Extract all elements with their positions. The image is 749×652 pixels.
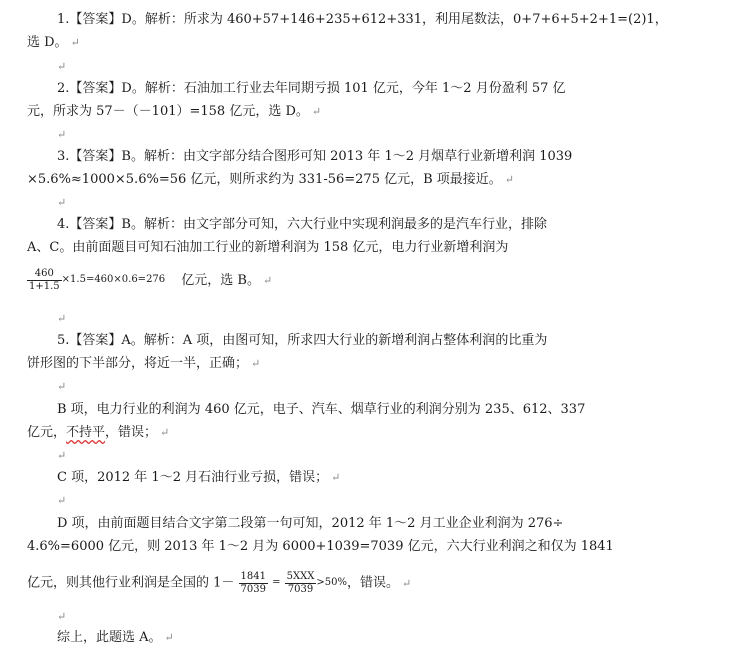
paragraph-mark-icon: ↵ [57,312,67,325]
fraction-denominator: 7039 [287,583,314,595]
answer-5-item-c [57,468,340,488]
text: D 项，由前面题目结合文字第二段第一句可知，2012 年 1～2 月工业企业利润为 276÷ [57,516,564,531]
paragraph-mark-icon: ↵ [57,494,67,507]
text: 选 D。 [27,35,68,50]
formula-fraction [27,268,62,293]
fraction-numerator: 5XXX [286,570,315,582]
text: ×5.6%≈1000×5.6%=56 亿元，则所求约为 331-56=275 亿元，B 项最接近。 [27,172,502,187]
formula-equals: = [272,577,281,588]
text: 亿元，则其他行业利润是全国的 1－ [27,575,235,591]
answer-3-line-2 [27,170,514,190]
text: 元，所求为 57－（－101）=158 亿元，选 D。 [27,104,309,119]
text: 饼形图的下半部分，将近一半，正确； [27,356,249,371]
paragraph-mark-icon: ↵ [164,631,174,644]
formula-fraction-1 [239,571,268,596]
text: 2.【答案】D。解析：石油加工行业去年同期亏损 101 亿元，今年 1～2 月份盈利 57 亿 [57,81,566,96]
text: ，错误。 [347,575,400,591]
answer-4-line-3 [27,265,272,296]
answer-5-item-d-line-1 [57,514,563,534]
answer-5-line-1 [57,331,547,351]
paragraph-mark-icon: ↵ [57,380,67,393]
answer-3-line-1 [57,147,572,167]
text: 综上，此题选 A。 [57,630,162,645]
paragraph-mark-icon: ↵ [504,173,515,186]
answer-4-line-2 [27,238,508,258]
fraction-numerator: 1841 [240,570,266,582]
formula-comparison: >50% [316,577,348,588]
paragraph-mark-icon: ↵ [57,610,67,623]
answer-4-line-1 [57,215,547,235]
answer-1-line-1 [57,10,668,30]
text: ，错误； [105,425,158,440]
text: 4.6%=6000 亿元，则 2013 年 1～2 月为 6000+1039=7039 亿元，六大行业利润之和仅为 1841 [27,539,614,554]
paragraph-mark-icon: ↵ [57,128,67,141]
answer-5-item-d-line-2 [27,537,614,557]
paragraph-mark-icon: ↵ [70,36,80,49]
paragraph-mark-icon: ↵ [311,105,322,118]
text: B 项，电力行业的利润为 460 亿元，电子、汽车、烟草行业的利润分别为 235、612、337 [57,402,586,417]
paragraph-mark-icon: ↵ [57,449,67,462]
paragraph-mark-icon: ↵ [251,357,261,370]
text: 5.【答案】A。解析：A 项，由图可知，所求四大行业的新增利润占整体利润的比重为 [57,333,548,348]
text: 1.【答案】D。解析：所求为 460+57+146+235+612+331，利用尾数法，0+7+6+5+2+1=(2)1， [57,12,668,27]
answer-5-line-2 [27,354,260,374]
paragraph-mark-icon: ↵ [402,576,412,590]
answer-5-item-b-line-2 [27,423,169,443]
text: A、C。由前面题目可知石油加工行业的新增利润为 158 亿元，电力行业新增利润为 [27,240,509,255]
formula-fraction-2 [285,571,317,596]
paragraph-mark-icon: ↵ [331,471,341,484]
text: 亿元，选 B。 [181,272,260,288]
paragraph-mark-icon: ↵ [262,273,273,287]
answer-1-line-2 [27,33,80,53]
answer-5-item-d-line-3 [27,566,411,601]
answer-2-line-1 [57,79,566,99]
text: 4.【答案】B。解析：由文字部分可知，六大行业中实现利润最多的是汽车行业，排除 [57,217,547,232]
answer-5-item-b-line-1 [57,400,585,420]
spellcheck-underlined-text: 不持平 [66,425,106,440]
fraction-denominator: 1+1.5 [29,280,60,292]
text: C 项，2012 年 1～2 月石油行业亏损，错误； [57,470,329,485]
formula-text: ×1.5=460×0.6=276 [61,274,166,285]
text: 亿元， [27,425,67,440]
fraction-denominator: 7039 [240,583,266,595]
paragraph-mark-icon: ↵ [57,196,67,209]
fraction-numerator: 460 [27,268,62,281]
paragraph-mark-icon: ↵ [160,426,170,439]
text: 3.【答案】B。解析：由文字部分结合图形可知 2013 年 1～2 月烟草行业新增利润 1039 [57,149,573,164]
answer-2-line-2 [27,102,321,122]
paragraph-mark-icon: ↵ [57,60,67,73]
summary-line [57,628,174,648]
